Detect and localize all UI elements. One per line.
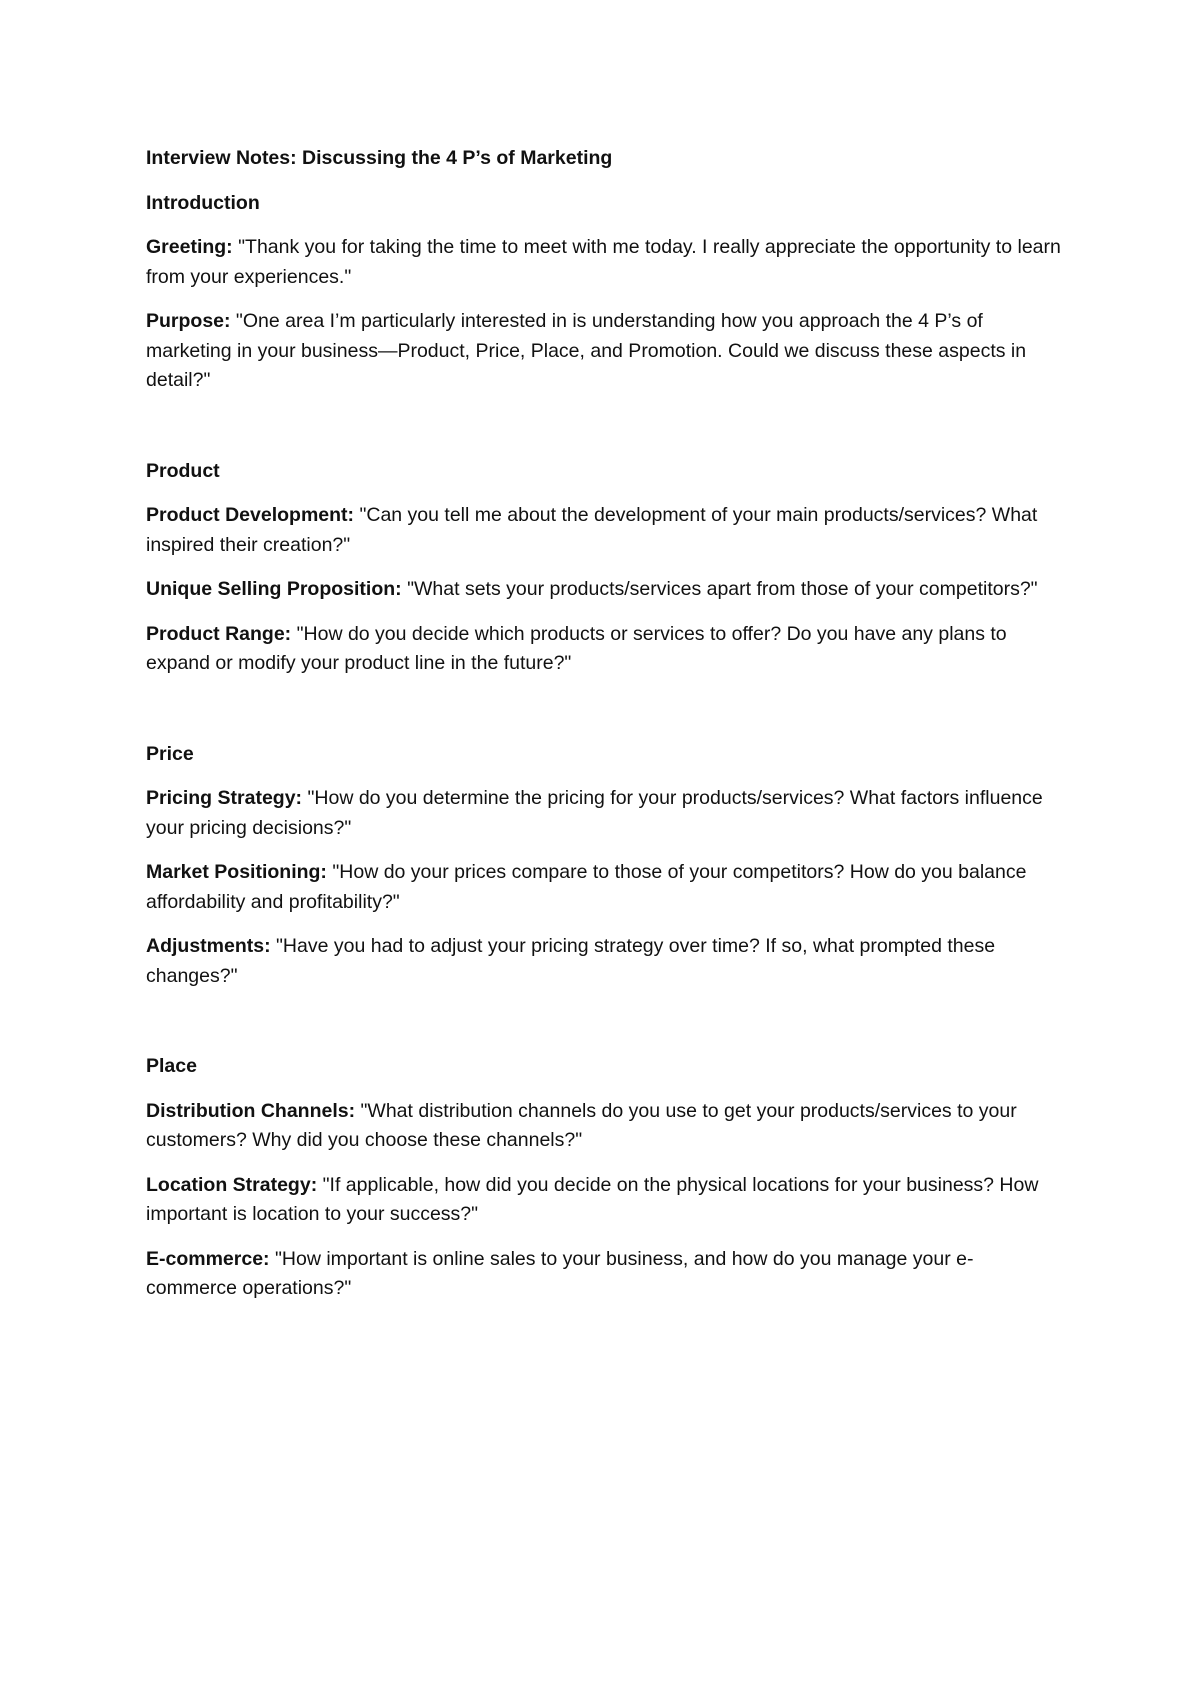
- note-text: "Thank you for taking the time to meet with me today. I really appreciate the opportunity to learn from your experiences.": [146, 236, 1061, 288]
- note-label: Product Range:: [146, 622, 292, 645]
- section-heading: Price: [146, 742, 194, 765]
- note-label: Purpose:: [146, 310, 231, 332]
- note-label: Distribution Channels:: [146, 1099, 356, 1122]
- note-text: "If applicable, how did you decide on the physical locations for your business? How important is location to your success?": [146, 1173, 1039, 1225]
- note-item: [146, 233, 1061, 292]
- section-introduction: [146, 189, 1061, 396]
- note-item: [146, 307, 1061, 396]
- note-item: [146, 1171, 1061, 1230]
- note-item: [146, 1245, 1061, 1304]
- note-label: Market Positioning:: [146, 861, 327, 883]
- note-label: Greeting:: [146, 236, 233, 258]
- note-text: "What sets your products/services apart from those of your competitors?": [401, 578, 1038, 600]
- note-label: Adjustments:: [146, 935, 271, 957]
- section-heading: Place: [146, 1055, 197, 1077]
- note-text: "How do you determine the pricing for your products/services? What factors influence your pricing decisions?": [146, 787, 1043, 839]
- note-item: [146, 784, 1061, 843]
- section-spacer: [146, 411, 1061, 457]
- note-label: Location Strategy:: [146, 1173, 318, 1196]
- note-item: [146, 858, 1061, 917]
- section-spacer: [146, 694, 1061, 740]
- note-item: [146, 1097, 1061, 1156]
- note-item: [146, 932, 1061, 991]
- note-item: [146, 501, 1061, 560]
- section-heading: Introduction: [146, 191, 260, 214]
- note-text: "Have you had to adjust your pricing strategy over time? If so, what prompted these changes?": [146, 935, 996, 987]
- note-text: "How do you decide which products or services to offer? Do you have any plans to expand or modify your product line in the future?": [146, 622, 1007, 674]
- note-item: [146, 620, 1061, 679]
- note-text: "How do your prices compare to those of your competitors? How do you balance affordability and profitability?": [146, 861, 1027, 913]
- note-label: E-commerce:: [146, 1247, 270, 1270]
- note-item: [146, 575, 1061, 605]
- document-body: [146, 144, 1061, 1319]
- section-heading: Product: [146, 459, 220, 482]
- note-label: Product Development:: [146, 504, 355, 526]
- section-price: [146, 740, 1061, 992]
- section-place: [146, 1052, 1061, 1304]
- note-label: Pricing Strategy:: [146, 787, 303, 809]
- section-spacer: [146, 1006, 1061, 1052]
- note-text: "One area I’m particularly interested in is understanding how you approach the 4 P’s of marketing in your business—Product, Price, Place, and Promotion. Could we discuss these aspects in detail?": [146, 310, 1027, 391]
- section-product: [146, 457, 1061, 679]
- document-title: Interview Notes: Discussing the 4 P’s of Marketing: [146, 147, 613, 169]
- note-text: "How important is online sales to your business, and how do you manage your e-commerce operations?": [146, 1247, 974, 1299]
- note-text: "What distribution channels do you use to get your products/services to your customers? Why did you choose these channels?": [146, 1099, 1017, 1151]
- note-label: Unique Selling Proposition:: [146, 578, 402, 600]
- note-text: "Can you tell me about the development of your main products/services? What inspired their creation?": [146, 504, 1038, 556]
